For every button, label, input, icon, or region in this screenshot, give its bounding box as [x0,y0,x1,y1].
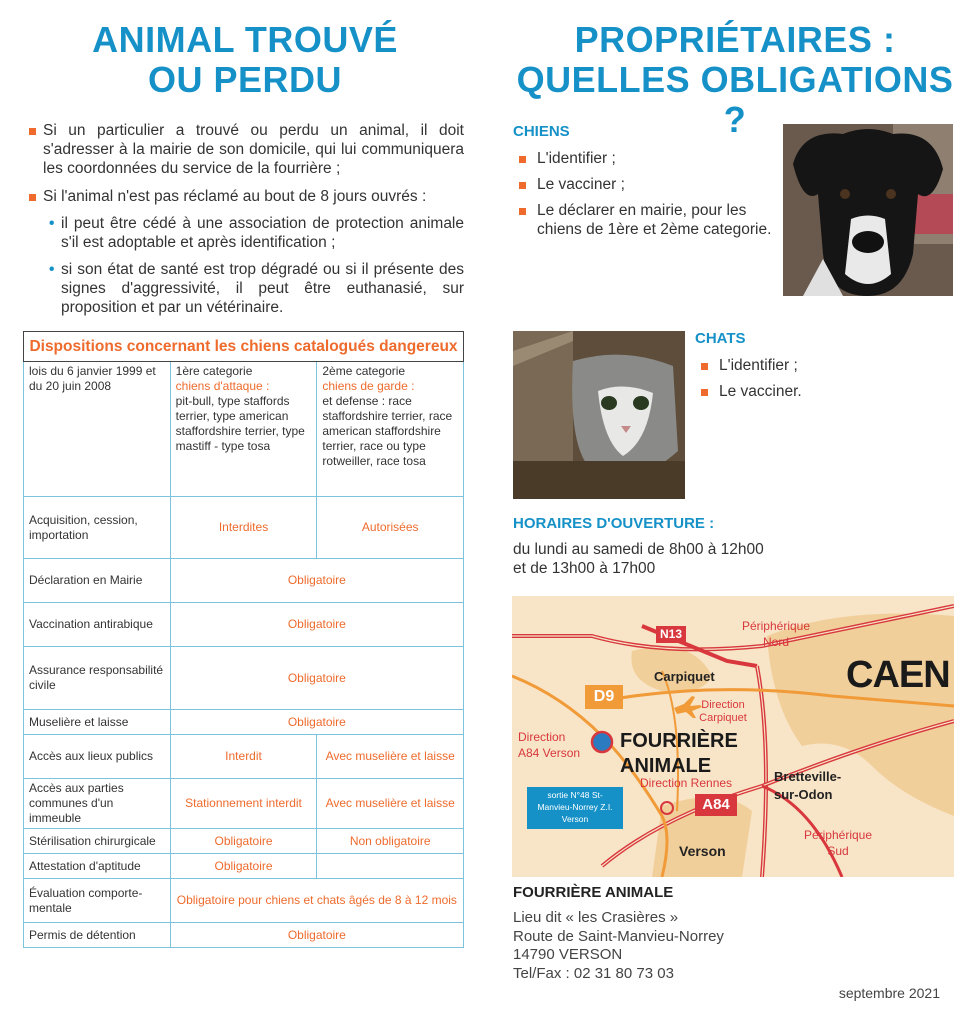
row-label: Permis de détention [24,923,171,948]
right-title-line2: QUELLES OBLIGATIONS ? [516,59,954,140]
category1-cell [170,362,317,497]
sortie-label: sortie N°48 St-Manvieu-Norrey Z.I. Verson [537,790,613,824]
table-row [24,710,464,735]
found-lost-list [29,121,464,317]
list-item: L'identifier ; [519,149,774,168]
dir-carpiquet-label: Direction Carpiquet [699,699,747,724]
row-label: Évaluation comporte-mentale [24,879,171,923]
list-item: L'identifier ; [701,356,941,375]
location-map [512,596,954,877]
category1-breeds: pit-bull, type staffords terrier, type american staffordshire terrier, type mastiff - type tosa [175,394,305,453]
right-title-line1: PROPRIÉTAIRES : [574,19,896,60]
table-title: Dispositions concernant les chiens catalogués dangereux [24,332,464,362]
d9-label: D9 [593,688,615,705]
table-row [24,603,464,647]
bullet-square-icon [29,194,36,201]
sub-list-item: • il peut être cédé à une association de protection animale s'il est adoptable et après identification ; [49,215,464,251]
cat-photo [513,331,685,499]
row-value: Obligatoire [170,710,463,735]
row-value: Obligatoire [170,603,463,647]
verson-label: Verson [679,843,726,859]
dogs-list [519,149,774,239]
address-block: Lieu dit « les Crasières » Route de Saint-Manvieu-Norrey 14790 VERSON Tel/Fax : 02 31 80 73 03 [513,909,724,982]
row-cat1-value: Obligatoire [170,854,317,879]
table-row [24,854,464,879]
category1-label: 1ère categorie [175,364,253,378]
hours-text: du lundi au samedi de 8h00 à 12h00 et de 13h00 à 17h00 [513,541,764,577]
table-row [24,829,464,854]
row-cat2-value [317,854,464,879]
row-cat2-value: Avec muselière et laisse [317,735,464,779]
left-title [40,20,450,100]
list-item: Si l'animal n'est pas réclamé au bout de 8 jours ouvrés : [29,187,464,206]
bullet-dot-icon: • [49,215,55,232]
table-row [24,879,464,923]
row-cat2-value: Avec muselière et laisse [317,779,464,829]
dir-rennes-label: Direction Rennes [640,776,733,790]
left-title-line1: ANIMAL TROUVÉ [92,19,398,60]
row-value: Obligatoire [170,923,463,948]
bullet-square-icon [519,182,526,189]
cats-heading: CHATS [695,330,746,347]
list-item: Le vacciner. [701,382,941,401]
row-label: Stérilisation chirurgicale [24,829,171,854]
bullet-square-icon [701,389,708,396]
row-label: Acquisition, cession, importation [24,497,171,559]
carpiquet-label: Carpiquet [654,669,715,684]
cats-list [701,356,941,401]
table-row [24,779,464,829]
bretteville-label: Bretteville-sur-Odon [774,769,842,802]
list-item: Le vacciner ; [519,175,774,194]
row-value: Obligatoire [170,647,463,710]
right-title [505,20,965,140]
bullet-dot-icon: • [49,261,55,278]
peri-sud-label: Périphérique Sud [803,828,873,858]
row-cat1-value: Interdit [170,735,317,779]
n13-label: N13 [659,627,682,641]
sub-list-item: • si son état de santé est trop dégradé ou si il présente des signes d'aggressivité, il peut être euthanasié, sur proposition et par un vétérinaire. [49,261,464,316]
category2-cell [317,362,464,497]
table-row [24,559,464,603]
fourriere-map-label: FOURRIÈRE ANIMALE [620,730,738,777]
row-label: Déclaration en Mairie [24,559,171,603]
a84-label: A84 [702,796,730,813]
row-label: Accès aux lieux publics [24,735,171,779]
left-title-line2: OU PERDU [147,59,343,100]
list-item: Le déclarer en mairie, pour les chiens de 1ère et 2ème categorie. [519,201,774,239]
row-cat1-value: Interdites [170,497,317,559]
bullet-square-icon [519,156,526,163]
bullet-square-icon [519,208,526,215]
row-label: Muselière et laisse [24,710,171,735]
dogs-heading: CHIENS [513,123,570,140]
caen-label: CAEN [846,654,950,696]
dog-photo [783,124,953,296]
date-label: septembre 2021 [838,985,940,1001]
table-row [24,647,464,710]
row-cat1-value: Stationnement interdit [170,779,317,829]
category2-type: chiens de garde : [322,379,415,393]
address-name: FOURRIÈRE ANIMALE [513,884,674,901]
bullet-square-icon [29,128,36,135]
row-cat1-value: Obligatoire [170,829,317,854]
table-row [24,923,464,948]
table-header-row [24,362,464,497]
row-label: Attestation d'aptitude [24,854,171,879]
category1-type: chiens d'attaque : [175,379,270,393]
row-label: Vaccination antirabique [24,603,171,647]
laws-cell: lois du 6 janvier 1999 et du 20 juin 2008 [24,362,171,497]
bullet-square-icon [701,363,708,370]
category2-breeds: et defense : race staffordshire terrier, race american staffordshire terrier, race ou type rotweiller, race tosa [322,394,453,468]
row-cat2-value: Autorisées [317,497,464,559]
dangerous-dogs-table [23,331,464,948]
table-row [24,735,464,779]
hours-heading: HORAIRES D'OUVERTURE : [513,515,715,532]
row-label: Accès aux parties communes d'un immeuble [24,779,171,829]
row-value: Obligatoire [170,559,463,603]
row-label: Assurance responsabilité civile [24,647,171,710]
peri-nord-label: Périphérique Nord [741,619,811,649]
category2-label: 2ème categorie [322,364,406,378]
table-row [24,497,464,559]
dir-a84-label: Direction A84 Verson [518,730,581,760]
list-item: Si un particulier a trouvé ou perdu un animal, il doit s'adresser à la mairie de son domicile, qui lui communiquera les coordonnées du service de la fourrière ; [29,121,464,178]
row-value: Obligatoire pour chiens et chats âgés de 8 à 12 mois [170,879,463,923]
row-cat2-value: Non obligatoire [317,829,464,854]
